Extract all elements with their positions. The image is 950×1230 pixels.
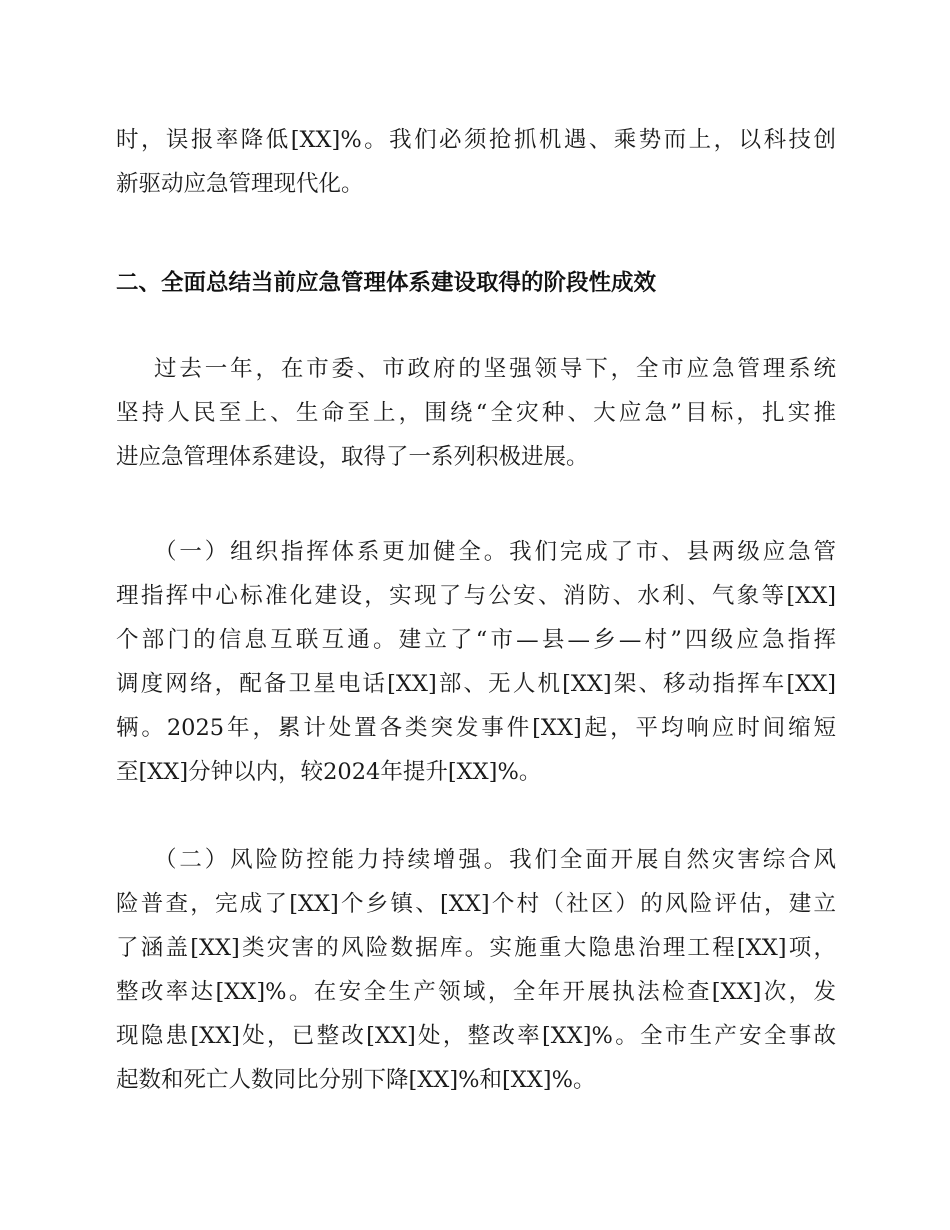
paragraph-line: 至[XX]分钟以内，较2024年提升[XX]%。 — [116, 759, 542, 785]
paragraph-line: 过去一年，在市委、市政府的坚强领导下，全市应急管理系统 — [154, 356, 836, 382]
intro-paragraph — [116, 118, 836, 206]
paragraph-line: 了涵盖[XX]类灾害的风险数据库。实施重大隐患治理工程[XX]项， — [116, 935, 836, 961]
paragraph-line: 个部门的信息互联互通。建立了“市—县—乡—村”四级应急指挥 — [116, 627, 836, 653]
paragraph-line: 现隐患[XX]处，已整改[XX]处，整改率[XX]%。全市生产安全事故 — [116, 1023, 836, 1049]
paragraph-line: 险普查，完成了[XX]个乡镇、[XX]个村（社区）的风险评估，建立 — [116, 891, 836, 917]
section-heading: 二、全面总结当前应急管理体系建设取得的阶段性成效 — [116, 270, 657, 296]
paragraph-line: （一）组织指挥体系更加健全。我们完成了市、县两级应急管 — [154, 539, 836, 565]
paragraph-line: 理指挥中心标准化建设，实现了与公安、消防、水利、气象等[XX] — [116, 583, 836, 609]
paragraph-line: 起数和死亡人数同比分别下降[XX]%和[XX]%。 — [116, 1067, 596, 1093]
paragraph-line: 调度网络，配备卫星电话[XX]部、无人机[XX]架、移动指挥车[XX] — [116, 671, 836, 697]
paragraph-line: 时，误报率降低[XX]%。我们必须抢抓机遇、乘势而上，以科技创 — [116, 127, 836, 153]
paragraph-line: 进应急管理体系建设，取得了一系列积极进展。 — [116, 444, 589, 470]
paragraph-line: 新驱动应急管理现代化。 — [116, 171, 364, 197]
paragraph-line: （二）风险防控能力持续增强。我们全面开展自然灾害综合风 — [154, 847, 836, 873]
paragraph-line: 整改率达[XX]%。在安全生产领域，全年开展执法检查[XX]次，发 — [116, 979, 836, 1005]
paragraph-overview — [116, 347, 836, 479]
paragraph-command-system — [116, 530, 836, 794]
paragraph-line: 辆。2025年，累计处置各类突发事件[XX]起，平均响应时间缩短 — [116, 715, 836, 741]
paragraph-risk-control — [116, 838, 836, 1102]
paragraph-line: 坚持人民至上、生命至上，围绕“全灾种、大应急”目标，扎实推 — [116, 400, 836, 426]
